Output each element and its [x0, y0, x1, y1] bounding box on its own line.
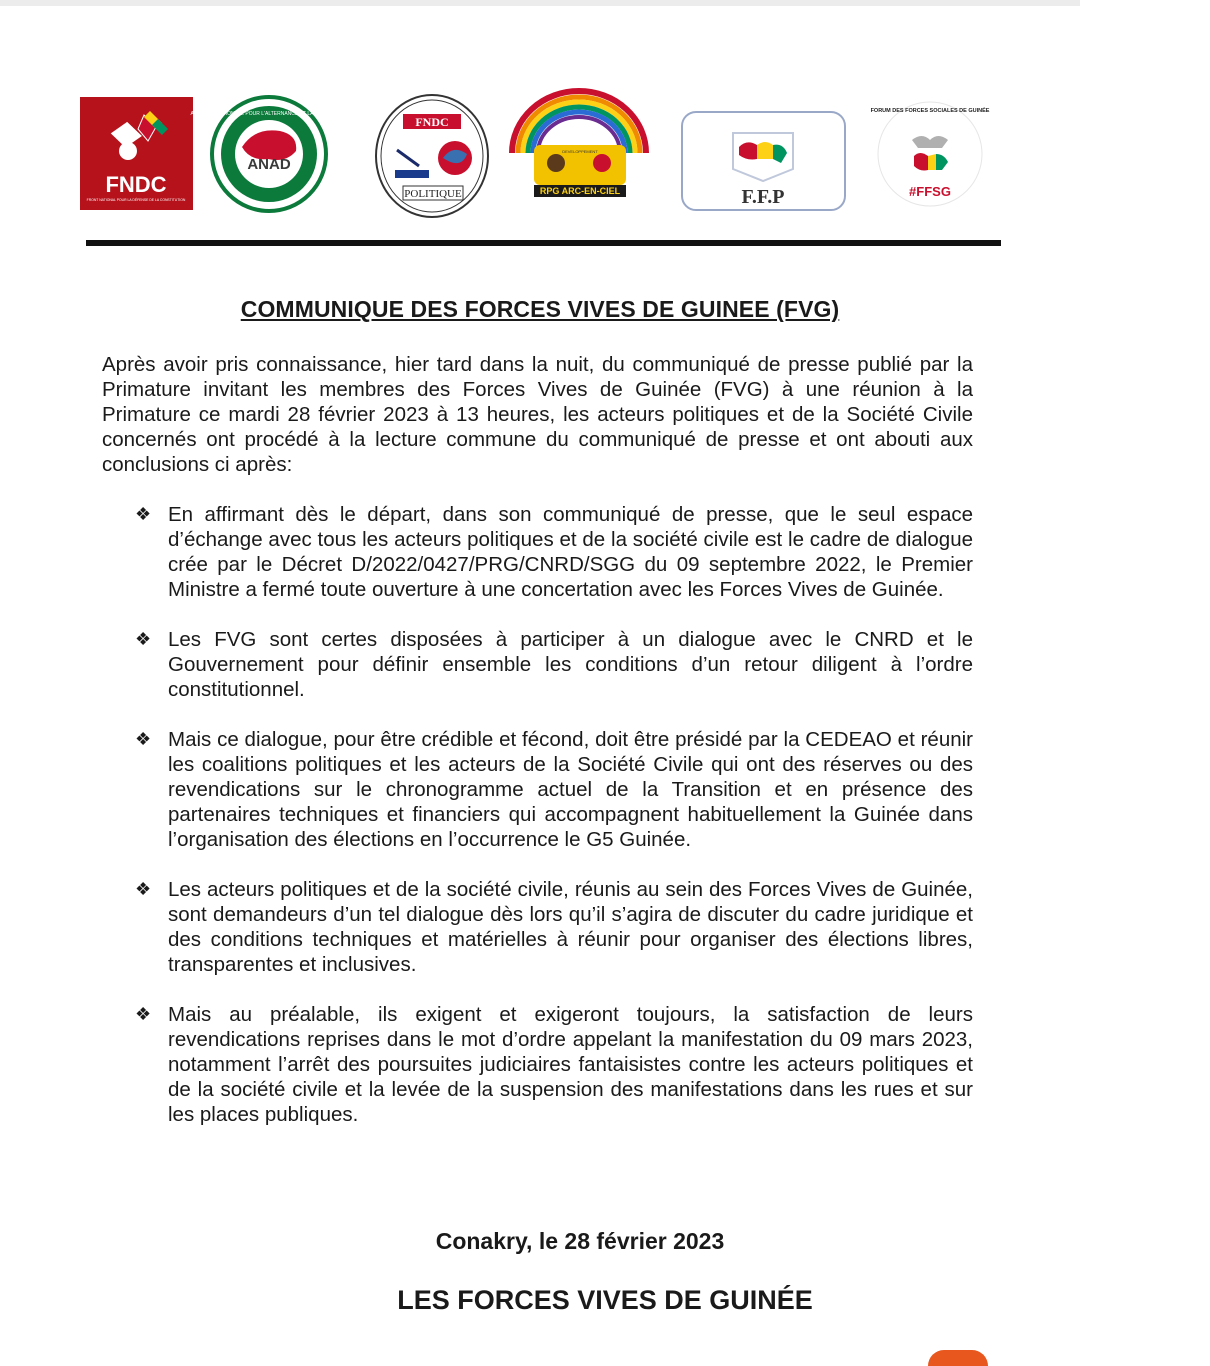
top-edge-strip [0, 0, 1080, 6]
intro-paragraph: Après avoir pris connaissance, hier tard dans la nuit, du communiqué de presse publié par la Primature invitant les membres des Forces Vives de Guinée (FVG) à une réunion à la Primature ce mardi 28 février 2023 à 13 heures, les acteurs politiques et de la Société Civile concernés ont procédé à la lecture commune du communiqué de presse et ont abouti aux conclusions ci après: [102, 353, 973, 476]
bullet-item [135, 877, 973, 977]
bullet-diamond-icon: ❖ [135, 879, 152, 899]
bullet-text: En affirmant dès le départ, dans son communiqué de presse, que le seul espace d’échange avec tous les acteurs politiques et de la société civile est le cadre de dialogue crée par le Décret D/2022/0427/PRG/CNRD/SGG du 09 septembre 2022, le Premier Ministre a fermé toute ouverture à une concertation avec les Forces Vives de Guinée. [168, 503, 973, 601]
anad-logo [190, 89, 348, 219]
document-title: COMMUNIQUE DES FORCES VIVES DE GUINEE (FVG) [240, 296, 840, 322]
bullet-diamond-icon: ❖ [135, 504, 152, 524]
ffp-logo-name: F.F.P [741, 186, 785, 208]
fndc-logo-subtitle: FRONT NATIONAL POUR LA DÉFENSE DE LA CONSTITUTION [86, 198, 186, 202]
bullet-text: Mais au préalable, ils exigent et exigeront toujours, la satisfaction de leurs revendications reprises dans le mot d’ordre appelant la manifestation du 09 mars 2023, notamment l’arrêt des poursuites judiciaires fantaisistes contre les acteurs politiques et de la société civile et la levée de la suspension des manifestations dans les rues et sur les places publiques. [168, 1003, 973, 1126]
bullet-item [135, 502, 973, 602]
bullet-item [135, 727, 973, 852]
rpg-logo-name: RPG ARC-EN-CIEL [539, 186, 621, 196]
rpg-arc-en-ciel-logo [506, 83, 652, 203]
ffsg-ring-text: FORUM DES FORCES SOCIALES DE GUINÉE [870, 108, 990, 114]
signature: LES FORCES VIVES DE GUINÉE [397, 1285, 813, 1315]
bullet-item [135, 1002, 973, 1127]
anad-logo-name: ANAD [247, 156, 291, 173]
fndc-logo [80, 97, 193, 210]
fndc-logo-name: FNDC [105, 172, 167, 197]
fndc-politique-top: FNDC [415, 115, 449, 129]
bullet-list [135, 502, 973, 1152]
corner-orange-mark [928, 1350, 988, 1366]
header-rule [86, 240, 1001, 246]
rpg-logo-sub: DEVELOPPEMENT [562, 149, 598, 154]
ffsg-logo [872, 98, 988, 212]
ffp-logo [681, 111, 846, 211]
bullet-diamond-icon: ❖ [135, 1004, 152, 1024]
bullet-text: Les FVG sont certes disposées à participer à un dialogue avec le CNRD et le Gouvernement pour définir ensemble les conditions d’un retour diligent à l’ordre constitutionnel. [168, 628, 973, 701]
bullet-text: Mais ce dialogue, pour être crédible et fécond, doit être présidé par la CEDEAO et réunir les coalitions politiques et les acteurs de la Société Civile qui ont des réserves ou des revendications sur le chronogramme actuel de la Transition et en présence des partenaires techniques et financiers qui accompagnent habituellement la Guinée dans l’organisation des élections en l’occurrence le G5 Guinée. [168, 728, 973, 851]
anad-ring-text: ALLIANCE NATIONALE POUR L'ALTERNANCE ET LA DÉMOCRATIE [190, 111, 348, 117]
fndc-politique-bottom: POLITIQUE [404, 188, 462, 200]
bullet-text: Les acteurs politiques et de la société civile, réunis au sein des Forces Vives de Guinée, sont demandeurs d’un tel dialogue dès lors qu’il s’agira de discuter du cadre juridique et des conditions techniques et matérielles à réunir pour organiser des élections libres, transparentes et inclusives. [168, 878, 973, 976]
bullet-diamond-icon: ❖ [135, 729, 152, 749]
bullet-diamond-icon: ❖ [135, 629, 152, 649]
fndc-politique-logo [373, 92, 491, 220]
bullet-item [135, 627, 973, 702]
ffsg-tag: #FFSG [909, 184, 951, 199]
place-and-date: Conakry, le 28 février 2023 [435, 1228, 725, 1254]
